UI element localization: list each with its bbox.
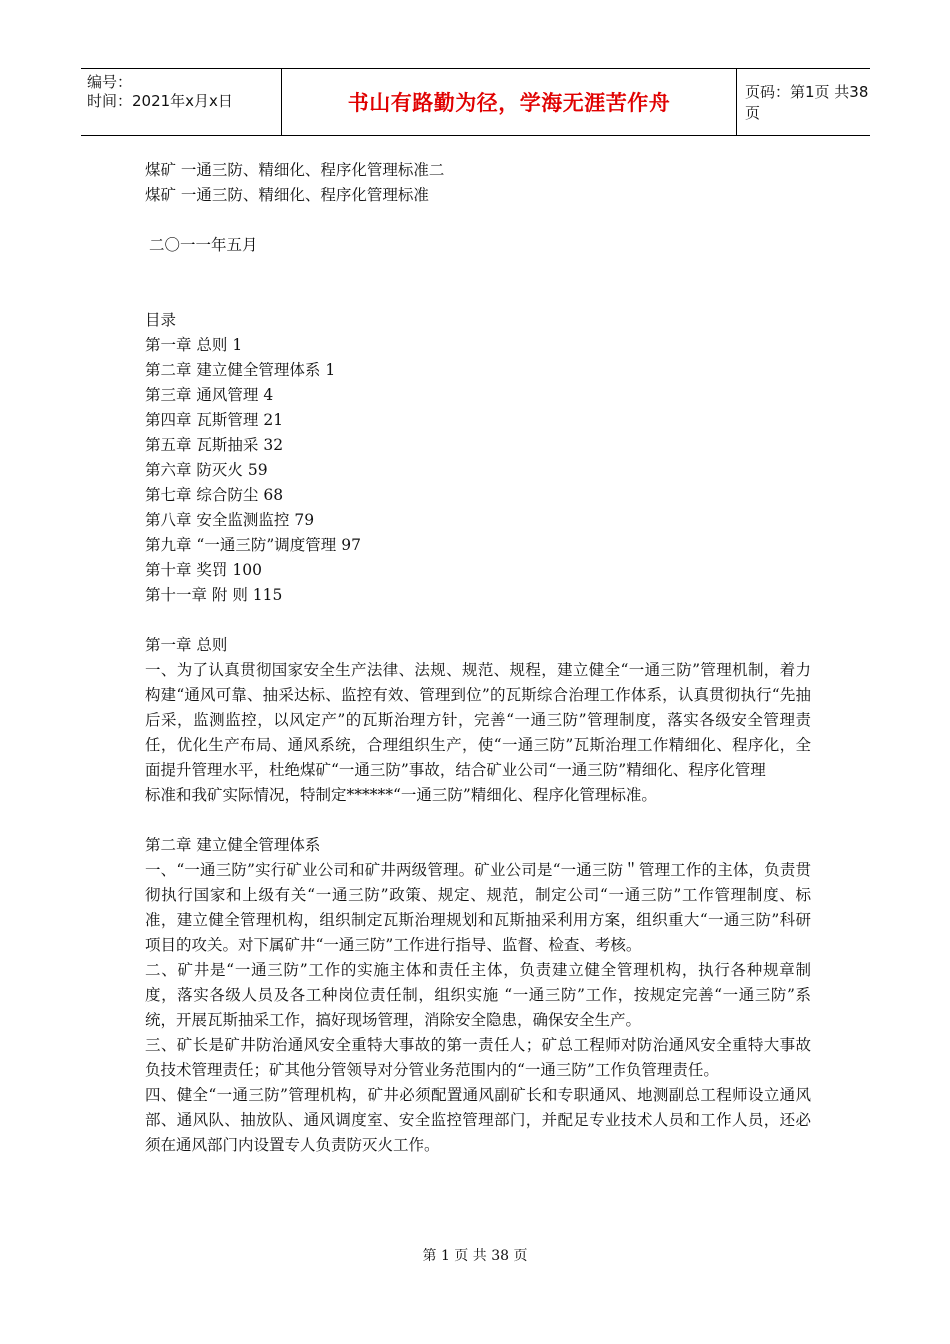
toc-item: 第九章 “一通三防”调度管理 97 <box>145 536 361 554</box>
document-title: 煤矿 一通三防、精细化、程序化管理标准二 <box>145 161 445 179</box>
toc-item: 第五章 瓦斯抽采 32 <box>145 436 284 454</box>
chapter1-paragraph: 标准和我矿实际情况，特制定******“一通三防”精细化、程序化管理标准。 <box>145 786 657 804</box>
chapter2-paragraph: 三、矿长是矿井防治通风安全重特大事故的第一责任人；矿总工程师对防治通风安全重特大事故负技术管理责任；矿其他分管领导对分管业务范围内的“一通三防”工作负管理责任。 <box>145 1036 811 1079</box>
toc-item: 第七章 综合防尘 68 <box>145 486 284 504</box>
chapter2-paragraph: 一、“一通三防”实行矿业公司和矿井两级管理。矿业公司是“一通三防＂管理工作的主体，负责贯彻执行国家和上级有关“一通三防”政策、规定、规范，制定公司“一通三防”工作管理制度、标准，建立健全管理机构，组织制定瓦斯治理规划和瓦斯抽采利用方案，组织重大“一通三防”科研项目的攻关。对下属矿井“一通三防”工作进行指导、监督、检查、考核。 <box>145 861 811 954</box>
toc-item: 第六章 防灭火 59 <box>145 461 268 479</box>
toc-heading: 目录 <box>145 311 177 329</box>
header-page-info-cell <box>737 69 870 135</box>
chapter2-heading: 第二章 建立健全管理体系 <box>145 836 321 854</box>
toc-list <box>145 333 811 608</box>
header-left-cell <box>81 69 281 135</box>
document-body <box>145 158 811 1158</box>
toc-item: 第十一章 附 则 115 <box>145 586 283 604</box>
toc-item: 第一章 总则 1 <box>145 336 243 354</box>
motto-text: 书山有路勤为径，学海无涯苦作舟 <box>347 91 671 115</box>
chapter2-paragraph: 二、矿井是“一通三防”工作的实施主体和责任主体，负责建立健全管理机构，执行各种规章制度，落实各级人员及各工种岗位责任制，组织实施 “一通三防”工作，按规定完善“一通三防”系统，开展瓦斯抽采工作，搞好现场管理，消除安全隐患，确保安全生产。 <box>145 961 811 1029</box>
document-date: 二〇一一年五月 <box>149 236 258 254</box>
number-label: 编号： <box>87 73 133 91</box>
chapter1-heading: 第一章 总则 <box>145 636 228 654</box>
chapter2-paragraph: 四、健全“一通三防”管理机构，矿井必须配置通风副矿长和专职通风、地测副总工程师设立通风部、通风队、抽放队、通风调度室、安全监控管理部门，并配足专业技术人员和工作人员，还必须在通风部门内设置专人负责防灭火工作。 <box>145 1086 811 1154</box>
toc-item: 第四章 瓦斯管理 21 <box>145 411 284 429</box>
chapter1-paragraph: 一、为了认真贯彻国家安全生产法律、法规、规范、规程，建立健全“一通三防”管理机制，着力构建“通风可靠、抽采达标、监控有效、管理到位”的瓦斯综合治理工作体系，认真贯彻执行“先抽后采，监测监控，以风定产”的瓦斯治理方针，完善“一通三防”管理制度，落实各级安全管理责任，优化生产布局、通风系统，合理组织生产，使“一通三防”瓦斯治理工作精细化、程序化，全面提升管理水平，杜绝煤矿“一通三防”事故，结合矿业公司“一通三防”精细化、程序化管理 <box>145 661 811 779</box>
page-header <box>81 68 870 136</box>
date-label: 时间：2021年x月x日 <box>87 92 233 110</box>
toc-item: 第十章 奖罚 100 <box>145 561 262 579</box>
toc-item: 第三章 通风管理 4 <box>145 386 274 404</box>
header-motto-cell <box>281 69 737 135</box>
page-footer: 第 1 页 共 38 页 <box>422 1248 528 1264</box>
page-info: 页码：第1页 共38页 <box>745 83 869 122</box>
toc-item: 第二章 建立健全管理体系 1 <box>145 361 336 379</box>
toc-item: 第八章 安全监测监控 79 <box>145 511 315 529</box>
document-subtitle: 煤矿 一通三防、精细化、程序化管理标准 <box>145 186 429 204</box>
